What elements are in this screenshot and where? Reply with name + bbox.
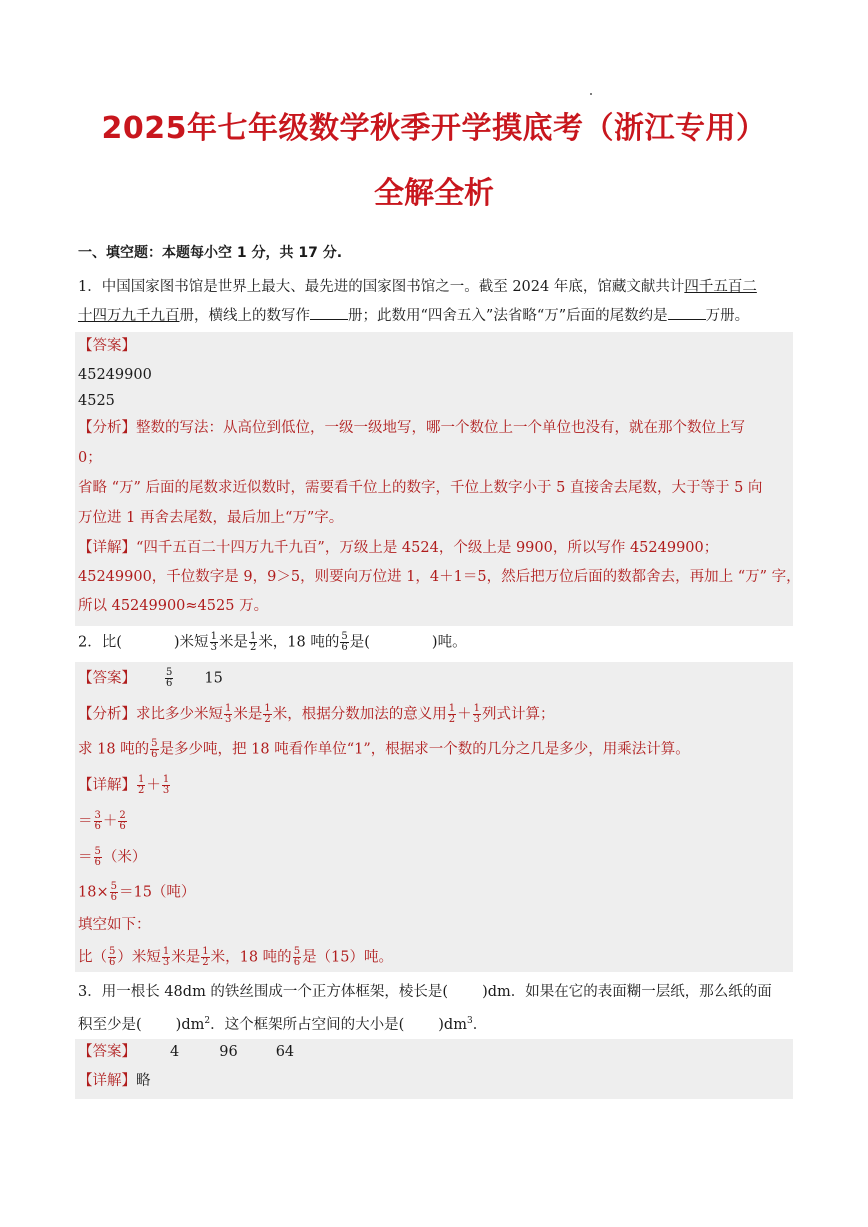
detail-text: ）米短 [117, 949, 161, 966]
q2-text: 米，18 吨的 [258, 634, 340, 651]
q1-analysis-4: 万位进 1 再舍去尾数，最后加上“万”字。 [78, 510, 344, 526]
fraction-five-sixths [110, 882, 118, 903]
detail-text: 略 [136, 1073, 151, 1089]
numerator: 1 [249, 631, 257, 642]
decorative-dot [590, 93, 592, 95]
denominator: 6 [151, 749, 158, 760]
q1-detail-1 [78, 538, 718, 558]
fraction-one-half [201, 947, 209, 968]
q1-blank-2[interactable] [668, 305, 706, 320]
q2-final [78, 947, 393, 968]
q3-answer [78, 1042, 294, 1062]
detail-text: 18× [78, 884, 109, 901]
numerator: 1 [202, 946, 209, 957]
q1-answer-1: 45249900 [78, 367, 152, 383]
q2-line [78, 632, 467, 653]
q1-text: 册；此数用“四舍五入”法省略“万”后面的尾数约是 [348, 308, 668, 324]
q1-blank-1[interactable] [310, 305, 348, 320]
fraction-five-sixths [293, 947, 301, 968]
denominator: 3 [210, 642, 217, 653]
numerator: 5 [341, 631, 348, 642]
denominator: 6 [166, 678, 173, 689]
denominator: 2 [138, 785, 145, 796]
denominator: 6 [110, 892, 117, 903]
numerator: 1 [473, 703, 480, 714]
q3-text: 3．用一根长 48dm 的铁丝围成一个正方体框架，棱长是( [78, 984, 449, 1000]
analysis-text: 求比多少米短 [136, 706, 223, 723]
numerator: 1 [138, 774, 145, 785]
denominator: 6 [94, 857, 101, 868]
q3-line2 [78, 1011, 487, 1035]
q1-underlined-number: 四千五百二 [684, 279, 757, 295]
denominator: 6 [293, 957, 301, 968]
answer-label: 【答案】 [78, 1044, 136, 1060]
q2-text: )米短 [173, 634, 209, 651]
q3-text: )dm．如果在它的表面糊一层纸，那么纸的面 [482, 984, 772, 1000]
detail-text: ＝15（吨） [118, 884, 196, 901]
q3-text: 积至少是( [78, 1016, 142, 1033]
fraction-one-third [210, 632, 218, 653]
page-title: 2025年七年级数学秋季开学摸底考（浙江专用） [101, 111, 767, 146]
numerator: 5 [110, 881, 117, 892]
q1-text: 1．中国国家图书馆是世界上最大、最先进的国家图书馆之一。截至 2024 年底，馆藏文献共计 [78, 279, 685, 295]
fraction-one-third [224, 704, 232, 725]
answer-fraction [165, 668, 173, 689]
fraction-one-third [162, 947, 170, 968]
analysis-text: 求 18 吨的 [78, 741, 150, 758]
q1-analysis-1 [78, 418, 745, 438]
answer-value: 96 [219, 1044, 238, 1060]
q1-underlined-number-cont: 十四万九千九百 [78, 308, 180, 324]
fraction-two-sixths [118, 811, 126, 832]
q2-fill-label: 填空如下： [78, 917, 151, 933]
q2-detail-2 [78, 811, 128, 832]
analysis-label: 【分析】 [78, 420, 136, 436]
fraction-one-half [137, 775, 145, 796]
answer-value: 15 [204, 670, 223, 687]
numerator: 1 [264, 703, 271, 714]
denominator: 3 [162, 957, 170, 968]
answer-label: 【答案】 [78, 338, 136, 354]
q2-detail-3 [78, 847, 146, 868]
analysis-text: 米，根据分数加法的意义用 [272, 706, 447, 723]
denominator: 2 [448, 714, 456, 725]
analysis-text: 列式计算； [482, 706, 555, 723]
q3-text: ．这个框架所占空间的大小是( [210, 1016, 405, 1033]
detail-text: 是（15）吨。 [302, 949, 394, 966]
q1-answer-2: 4525 [78, 393, 115, 409]
denominator: 6 [109, 957, 116, 968]
q2-analysis-1 [78, 704, 555, 725]
q2-analysis-2 [78, 739, 690, 760]
q1-detail-3: 所以 45249900≈4525 万。 [78, 598, 269, 614]
detail-text: 比（ [78, 949, 107, 966]
fraction-three-sixths [94, 811, 102, 832]
fraction-five-sixths [94, 847, 102, 868]
q1-text: 万册。 [705, 308, 750, 324]
q1-analysis-3: 省略 “万” 后面的尾数求近似数时，需要看千位上的数字，千位上数字小于 5 直接舍去尾数，大于等于 5 向 [78, 480, 763, 496]
q2-answer [78, 668, 223, 689]
numerator: 2 [119, 810, 126, 821]
fraction-one-half [263, 704, 271, 725]
plus-sign: ＋ [146, 777, 161, 794]
q1-line1 [78, 277, 757, 297]
numerator: 1 [210, 631, 217, 642]
numerator: 1 [225, 703, 232, 714]
q1-text: 册，横线上的数写作 [179, 308, 310, 324]
q3-line1 [78, 982, 772, 1002]
detail-text: “四千五百二十四万九千九百”，万级上是 4524，个级上是 9900，所以写作 45249900； [136, 540, 719, 556]
denominator: 2 [249, 642, 257, 653]
detail-text: 米，18 吨的 [210, 949, 292, 966]
q2-text: 2．比( [78, 634, 122, 651]
q1-detail-2: 45249900，千位数字是 9，9＞5，则要向万位进 1，4＋1＝5，然后把万位后面的数都舍去，再加上 “万” 字， [78, 569, 801, 585]
denominator: 3 [473, 714, 480, 725]
section-heading: 一、填空题：本题每小空 1 分，共 17 分. [78, 245, 343, 261]
answer-label: 【答案】 [78, 670, 136, 687]
equals-sign: ＝ [78, 813, 93, 830]
denominator: 3 [225, 714, 232, 725]
detail-label: 【详解】 [78, 1073, 136, 1089]
fraction-five-sixths [340, 632, 348, 653]
q2-text: 米是 [218, 634, 248, 651]
q1-line2 [78, 305, 749, 326]
detail-label: 【详解】 [78, 777, 136, 794]
numerator: 3 [94, 810, 101, 821]
numerator: 5 [94, 846, 101, 857]
fraction-one-third [162, 775, 170, 796]
plus-sign: ＋ [102, 813, 118, 830]
equals-sign: ＝ [78, 849, 93, 866]
numerator: 5 [293, 946, 301, 957]
fraction-one-half [448, 704, 456, 725]
q1-analysis-2: 0； [78, 450, 102, 466]
denominator: 6 [119, 821, 126, 832]
numerator: 5 [109, 946, 116, 957]
numerator: 1 [448, 703, 456, 714]
fraction-five-sixths [108, 947, 116, 968]
answer-value: 64 [275, 1044, 295, 1060]
denominator: 6 [94, 821, 101, 832]
detail-label: 【详解】 [78, 540, 136, 556]
q2-text: )吨。 [431, 634, 467, 651]
numerator: 5 [166, 667, 173, 678]
numerator: 1 [162, 774, 170, 785]
analysis-label: 【分析】 [78, 706, 136, 723]
q3-text: ． [472, 1016, 488, 1033]
denominator: 2 [264, 714, 271, 725]
numerator: 1 [162, 946, 170, 957]
analysis-text: 整数的写法：从高位到低位，一级一级地写，哪一个数位上一个单位也没有，就在那个数位上写 [136, 420, 745, 436]
analysis-text: 米是 [233, 706, 263, 723]
q1-answer-label [78, 336, 136, 356]
analysis-text: 是多少吨，把 18 吨看作单位“1”，根据求一个数的几分之几是多少，用乘法计算。 [159, 741, 690, 758]
q2-text: 是( [349, 634, 370, 651]
fraction-five-sixths [150, 739, 158, 760]
q2-detail-1 [78, 775, 171, 796]
superscript: 2 [204, 1016, 211, 1026]
answer-value: 4 [170, 1044, 180, 1060]
fraction-one-half [249, 632, 257, 653]
denominator: 3 [162, 785, 170, 796]
denominator: 6 [341, 642, 348, 653]
page-subtitle: 全解全析 [374, 176, 494, 211]
detail-text: 米是 [171, 949, 201, 966]
denominator: 2 [202, 957, 209, 968]
q2-detail-4 [78, 882, 195, 903]
numerator: 5 [151, 738, 158, 749]
q3-text: )dm [438, 1016, 467, 1033]
q3-text: )dm [175, 1016, 205, 1033]
superscript: 3 [466, 1016, 473, 1026]
q3-detail [78, 1071, 151, 1091]
unit-text: （米） [102, 849, 147, 866]
fraction-one-third [473, 704, 481, 725]
plus-sign: ＋ [457, 706, 472, 723]
